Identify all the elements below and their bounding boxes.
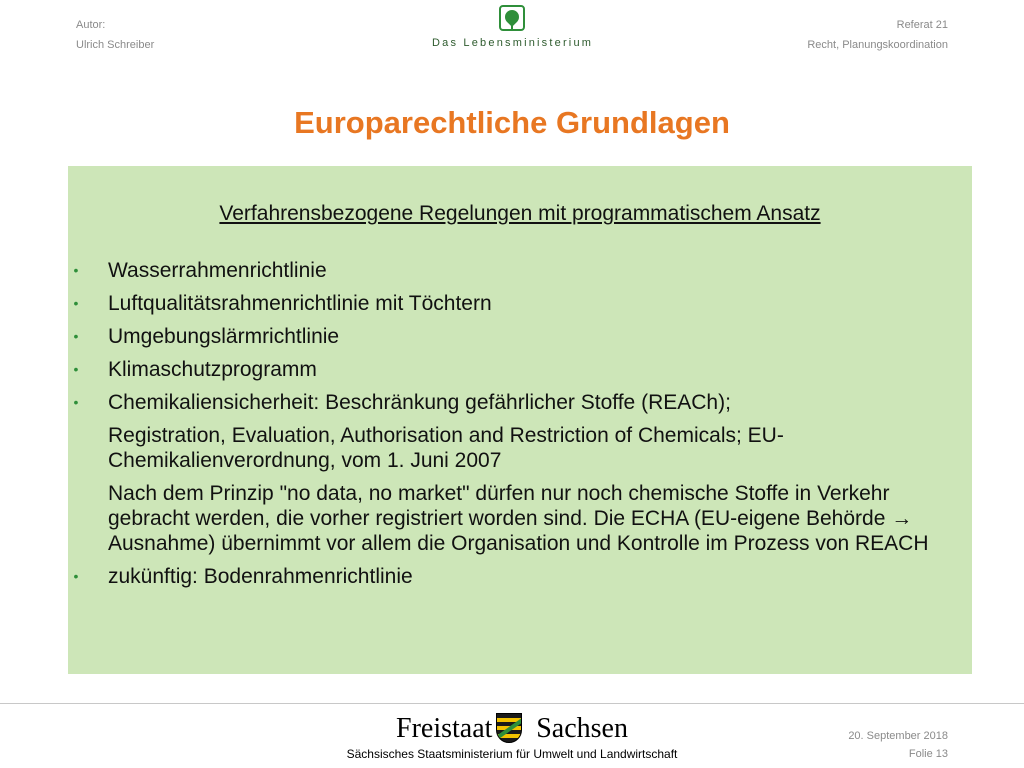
list-item-text: zukünftig: Bodenrahmenrichtlinie	[108, 565, 413, 588]
ministry-logo	[432, 5, 592, 49]
list-item	[68, 481, 972, 556]
list-item	[68, 291, 972, 316]
freistaat-sachsen-logo	[396, 711, 628, 747]
list-item	[68, 564, 972, 589]
department: Referat 21	[896, 19, 948, 31]
list-item-text: Registration, Evaluation, Authorisation and Restriction of Chemicals; EU-Chemikalienverordnung, vom 1. Juni 2007	[108, 424, 784, 472]
list-item-text: Luftqualitätsrahmenrichtlinie mit Töchtern	[108, 292, 492, 315]
content-box	[68, 166, 972, 674]
list-item	[68, 357, 972, 382]
slide-number: Folie 13	[908, 748, 948, 760]
ministry-name: Sächsisches Staatsministerium für Umwelt und Landwirtschaft	[346, 747, 678, 761]
bullet-list	[68, 258, 972, 597]
slide-subtitle: Verfahrensbezogene Regelungen mit programmatischem Ansatz	[219, 202, 821, 225]
bullet-icon: •	[73, 568, 79, 584]
author-label: Autor:	[76, 19, 106, 31]
bullet-icon: •	[73, 262, 79, 278]
leaf-icon	[499, 5, 525, 31]
footer-divider	[0, 703, 1024, 704]
list-item-text: Chemikaliensicherheit: Beschränkung gefährlicher Stoffe (REACh);	[108, 391, 731, 414]
list-item	[68, 258, 972, 283]
author-block	[76, 18, 154, 58]
bullet-icon: •	[73, 295, 79, 311]
list-item-text: Umgebungslärmrichtlinie	[108, 325, 340, 348]
brand-left: Freistaat	[396, 713, 493, 744]
bullet-icon: •	[73, 328, 79, 344]
list-item-text: Wasserrahmenrichtlinie	[108, 259, 327, 282]
brand-right: Sachsen	[536, 713, 628, 744]
bullet-icon: •	[73, 361, 79, 377]
list-item-text: Klimaschutzprogramm	[108, 358, 317, 381]
author-name: Ulrich Schreiber	[76, 39, 155, 51]
coat-of-arms-icon	[496, 713, 522, 743]
list-item-text: Nach dem Prinzip "no data, no market" dürfen nur noch chemische Stoffe in Verkehr gebracht werden, die vorher registriert worden sind. Die ECHA (EU-eigene Behörde → Ausnahme) übernimmt vor allem die Organisation und Kontrolle im Prozess von REACH	[108, 482, 929, 555]
logo-text: Das Lebensministerium	[432, 37, 594, 49]
list-item	[68, 324, 972, 349]
list-item	[68, 390, 972, 415]
slide-date: 20. September 2018	[848, 730, 948, 742]
department-sub: Recht, Planungskoordination	[807, 39, 948, 51]
department-block	[807, 18, 948, 58]
bullet-icon: •	[73, 394, 79, 410]
slide-title: Europarechtliche Grundlagen	[294, 105, 730, 140]
list-item	[68, 423, 972, 473]
